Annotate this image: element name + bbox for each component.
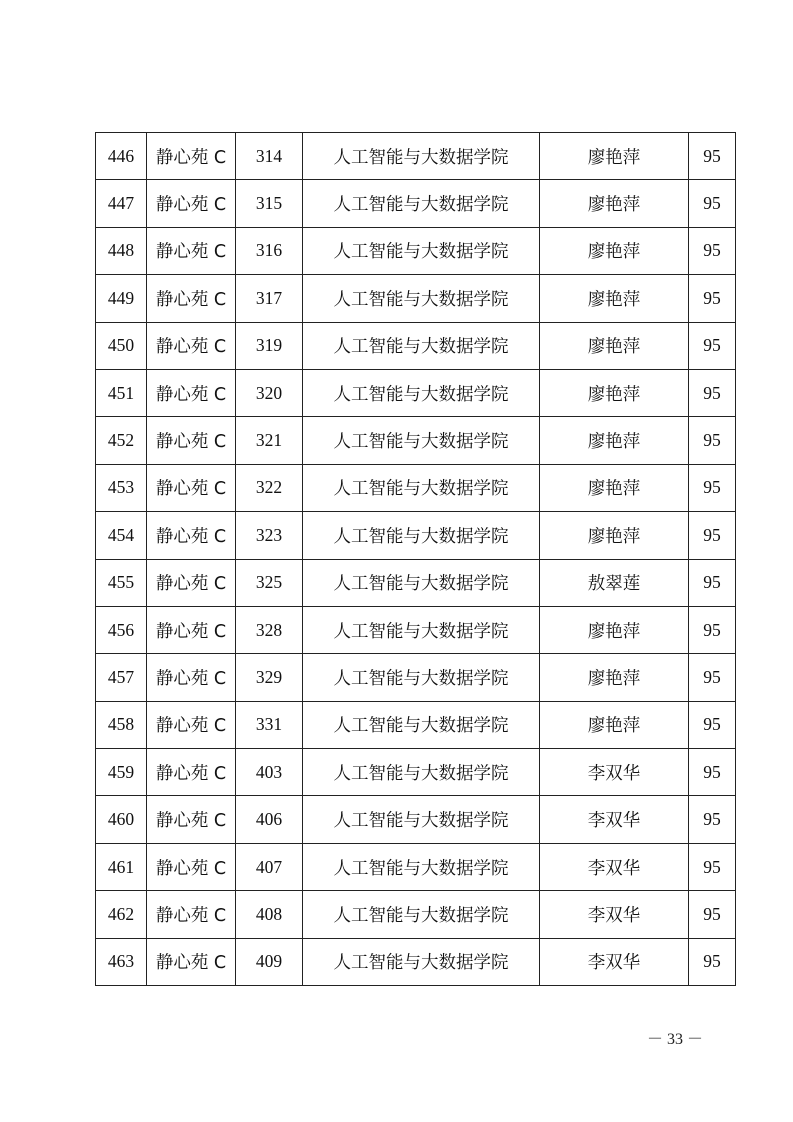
score-cell: 95 [689, 843, 736, 890]
row-number-cell: 460 [96, 796, 147, 843]
table-row [96, 464, 736, 511]
table-row [96, 796, 736, 843]
room-number-cell: 317 [236, 275, 303, 322]
responsible-person-cell: 廖艳萍 [540, 606, 689, 653]
table-row [96, 227, 736, 274]
college-cell: 人工智能与大数据学院 [303, 180, 540, 227]
responsible-person-cell: 敖翠莲 [540, 559, 689, 606]
room-number-cell: 325 [236, 559, 303, 606]
building-cell: 静心苑 C [147, 796, 236, 843]
score-cell: 95 [689, 322, 736, 369]
responsible-person-cell: 李双华 [540, 938, 689, 985]
row-number-cell: 446 [96, 133, 147, 180]
row-number-cell: 461 [96, 843, 147, 890]
table-row [96, 369, 736, 416]
score-cell: 95 [689, 512, 736, 559]
table-row [96, 275, 736, 322]
college-cell: 人工智能与大数据学院 [303, 369, 540, 416]
building-cell: 静心苑 C [147, 749, 236, 796]
row-number-cell: 456 [96, 606, 147, 653]
responsible-person-cell: 李双华 [540, 843, 689, 890]
row-number-cell: 447 [96, 180, 147, 227]
score-cell: 95 [689, 606, 736, 653]
score-cell: 95 [689, 133, 736, 180]
room-number-cell: 316 [236, 227, 303, 274]
row-number-cell: 449 [96, 275, 147, 322]
table-row [96, 749, 736, 796]
room-number-cell: 322 [236, 464, 303, 511]
room-number-cell: 408 [236, 891, 303, 938]
responsible-person-cell: 李双华 [540, 749, 689, 796]
row-number-cell: 454 [96, 512, 147, 559]
score-cell: 95 [689, 891, 736, 938]
responsible-person-cell: 廖艳萍 [540, 417, 689, 464]
college-cell: 人工智能与大数据学院 [303, 891, 540, 938]
room-number-cell: 315 [236, 180, 303, 227]
table-row [96, 606, 736, 653]
building-cell: 静心苑 C [147, 701, 236, 748]
score-cell: 95 [689, 227, 736, 274]
responsible-person-cell: 廖艳萍 [540, 369, 689, 416]
responsible-person-cell: 廖艳萍 [540, 180, 689, 227]
dormitory-score-table [95, 132, 736, 986]
college-cell: 人工智能与大数据学院 [303, 749, 540, 796]
row-number-cell: 459 [96, 749, 147, 796]
building-cell: 静心苑 C [147, 227, 236, 274]
college-cell: 人工智能与大数据学院 [303, 559, 540, 606]
college-cell: 人工智能与大数据学院 [303, 654, 540, 701]
row-number-cell: 452 [96, 417, 147, 464]
building-cell: 静心苑 C [147, 938, 236, 985]
building-cell: 静心苑 C [147, 275, 236, 322]
row-number-cell: 451 [96, 369, 147, 416]
responsible-person-cell: 李双华 [540, 796, 689, 843]
table-row [96, 512, 736, 559]
page-number: － 33 － [646, 1031, 703, 1048]
college-cell: 人工智能与大数据学院 [303, 275, 540, 322]
score-cell: 95 [689, 180, 736, 227]
score-cell: 95 [689, 464, 736, 511]
building-cell: 静心苑 C [147, 843, 236, 890]
score-cell: 95 [689, 417, 736, 464]
room-number-cell: 323 [236, 512, 303, 559]
table-row [96, 701, 736, 748]
responsible-person-cell: 李双华 [540, 891, 689, 938]
college-cell: 人工智能与大数据学院 [303, 938, 540, 985]
row-number-cell: 453 [96, 464, 147, 511]
row-number-cell: 457 [96, 654, 147, 701]
table-body [96, 133, 736, 986]
college-cell: 人工智能与大数据学院 [303, 322, 540, 369]
responsible-person-cell: 廖艳萍 [540, 322, 689, 369]
room-number-cell: 403 [236, 749, 303, 796]
responsible-person-cell: 廖艳萍 [540, 512, 689, 559]
room-number-cell: 406 [236, 796, 303, 843]
college-cell: 人工智能与大数据学院 [303, 417, 540, 464]
building-cell: 静心苑 C [147, 133, 236, 180]
building-cell: 静心苑 C [147, 369, 236, 416]
college-cell: 人工智能与大数据学院 [303, 512, 540, 559]
table-row [96, 417, 736, 464]
row-number-cell: 458 [96, 701, 147, 748]
room-number-cell: 320 [236, 369, 303, 416]
responsible-person-cell: 廖艳萍 [540, 133, 689, 180]
room-number-cell: 321 [236, 417, 303, 464]
table-row [96, 938, 736, 985]
table-row [96, 559, 736, 606]
room-number-cell: 319 [236, 322, 303, 369]
row-number-cell: 455 [96, 559, 147, 606]
table-row [96, 891, 736, 938]
score-cell: 95 [689, 275, 736, 322]
responsible-person-cell: 廖艳萍 [540, 654, 689, 701]
score-cell: 95 [689, 938, 736, 985]
building-cell: 静心苑 C [147, 322, 236, 369]
room-number-cell: 331 [236, 701, 303, 748]
score-cell: 95 [689, 654, 736, 701]
row-number-cell: 448 [96, 227, 147, 274]
table-row [96, 133, 736, 180]
college-cell: 人工智能与大数据学院 [303, 701, 540, 748]
college-cell: 人工智能与大数据学院 [303, 843, 540, 890]
building-cell: 静心苑 C [147, 464, 236, 511]
score-cell: 95 [689, 701, 736, 748]
row-number-cell: 462 [96, 891, 147, 938]
college-cell: 人工智能与大数据学院 [303, 227, 540, 274]
table-row [96, 322, 736, 369]
responsible-person-cell: 廖艳萍 [540, 227, 689, 274]
building-cell: 静心苑 C [147, 180, 236, 227]
building-cell: 静心苑 C [147, 417, 236, 464]
score-cell: 95 [689, 559, 736, 606]
college-cell: 人工智能与大数据学院 [303, 606, 540, 653]
room-number-cell: 409 [236, 938, 303, 985]
room-number-cell: 314 [236, 133, 303, 180]
college-cell: 人工智能与大数据学院 [303, 464, 540, 511]
responsible-person-cell: 廖艳萍 [540, 275, 689, 322]
table-row [96, 180, 736, 227]
score-cell: 95 [689, 749, 736, 796]
table-row [96, 654, 736, 701]
responsible-person-cell: 廖艳萍 [540, 464, 689, 511]
building-cell: 静心苑 C [147, 654, 236, 701]
room-number-cell: 329 [236, 654, 303, 701]
room-number-cell: 407 [236, 843, 303, 890]
building-cell: 静心苑 C [147, 891, 236, 938]
building-cell: 静心苑 C [147, 559, 236, 606]
table-row [96, 843, 736, 890]
score-cell: 95 [689, 369, 736, 416]
row-number-cell: 450 [96, 322, 147, 369]
building-cell: 静心苑 C [147, 512, 236, 559]
college-cell: 人工智能与大数据学院 [303, 133, 540, 180]
row-number-cell: 463 [96, 938, 147, 985]
building-cell: 静心苑 C [147, 606, 236, 653]
score-cell: 95 [689, 796, 736, 843]
room-number-cell: 328 [236, 606, 303, 653]
responsible-person-cell: 廖艳萍 [540, 701, 689, 748]
college-cell: 人工智能与大数据学院 [303, 796, 540, 843]
